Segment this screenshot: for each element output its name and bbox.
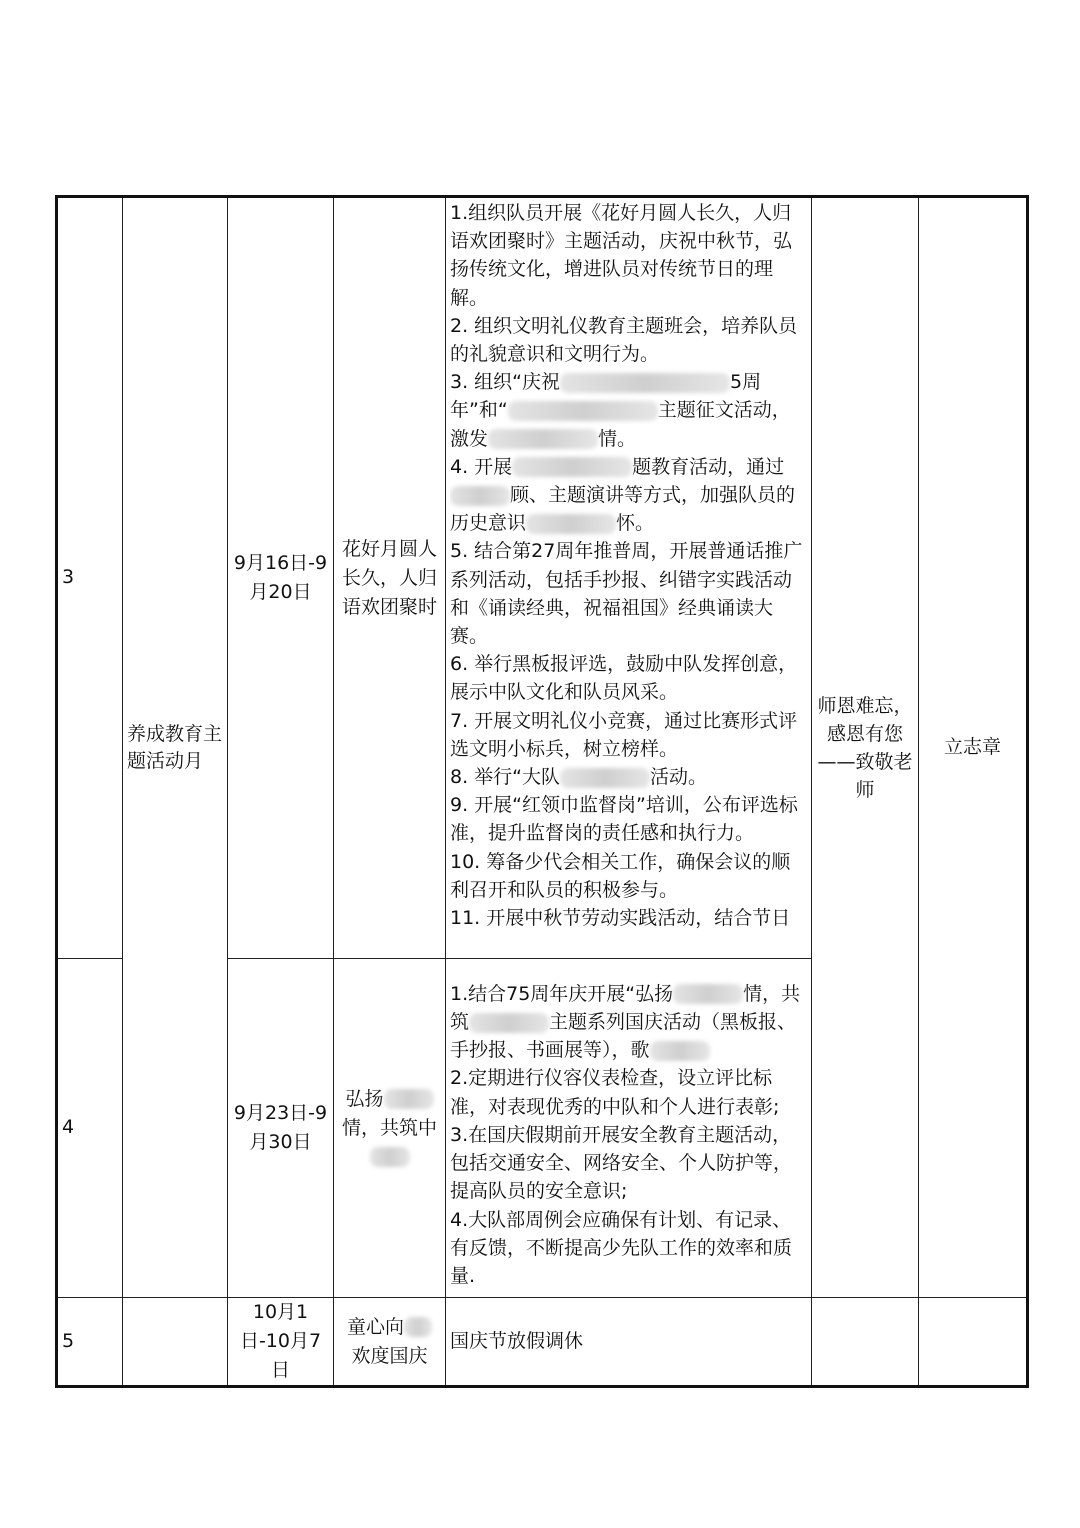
content-item: 4.大队部周例会应确保有计划、有记录、有反馈，不断提高少先队工作的效率和质量. xyxy=(450,1208,793,1287)
activity-content xyxy=(446,959,812,1298)
content-item: 2. 组织文明礼仪教育主题班会，培养队员的礼貌意识和文明行为。 xyxy=(450,314,798,366)
redacted-text xyxy=(526,514,616,534)
date-range: 10月1日-10月7日 xyxy=(228,1298,334,1387)
content-item: 6. 举行黑板报评选，鼓励中队发挥创意，展示中队文化和队员风采。 xyxy=(450,653,798,704)
table-row xyxy=(57,1298,1028,1387)
redacted-text xyxy=(650,1041,710,1061)
redacted-text xyxy=(560,373,730,393)
motto-cell: 师恩难忘，感恩有您——致敬老师 xyxy=(812,197,919,1298)
table-row xyxy=(57,197,1028,959)
date-range: 9月23日-9月30日 xyxy=(228,959,334,1298)
content-item: 8. 举行“大队 活动。 xyxy=(450,766,708,789)
row-number: 3 xyxy=(57,197,123,959)
redacted-text xyxy=(404,1317,432,1337)
redacted-text xyxy=(370,1147,410,1167)
row-number: 5 xyxy=(57,1298,123,1387)
activity-title: 花好月圆人长久，人归语欢团聚时 xyxy=(334,197,446,959)
redacted-text xyxy=(508,401,658,421)
activity-content xyxy=(446,197,812,959)
redacted-text xyxy=(450,486,510,506)
content-item: 9. 开展“红领巾监督岗”培训，公布评选标准，提升监督岗的责任感和执行力。 xyxy=(450,794,798,845)
redacted-text xyxy=(384,1089,434,1109)
badge-cell xyxy=(919,1298,1028,1387)
activity-content: 国庆节放假调休 xyxy=(446,1298,812,1387)
redacted-text xyxy=(488,429,598,449)
content-item: 3. 组织“庆祝 5周年”和“ 主题征文活动，激发 情。 xyxy=(450,371,791,450)
row-number: 4 xyxy=(57,959,123,1298)
redacted-text xyxy=(560,768,650,788)
content-item: 2.定期进行仪容仪表检查，设立评比标准，对表现优秀的中队和个人进行表彰; xyxy=(450,1067,780,1118)
badge-cell: 立志章 xyxy=(919,197,1028,1298)
theme-cell: 养成教育主题活动月 xyxy=(123,197,228,1298)
content-item: 1.组织队员开展《花好月圆人长久，人归语欢团聚时》主题活动，庆祝中秋节，弘扬传统文化，增进队员对传统节日的理解。 xyxy=(450,202,793,309)
content-item: 1.结合75周年庆开展“弘扬 情，共筑 主题系列国庆活动（黑板报、手抄报、书画展等），歌 xyxy=(450,982,801,1062)
content-item: 11. 开展中秋节劳动实践活动，结合节日 xyxy=(450,907,791,930)
redacted-text xyxy=(673,984,743,1004)
activity-plan-table xyxy=(55,195,1029,1388)
theme-cell xyxy=(123,1298,228,1387)
activity-title: 童心向 欢度国庆 xyxy=(334,1298,446,1387)
date-range: 9月16日-9月20日 xyxy=(228,197,334,959)
content-item: 10. 筹备少代会相关工作，确保会议的顺利召开和队员的积极参与。 xyxy=(450,850,791,901)
activity-title: 弘扬 情，共筑中 xyxy=(334,959,446,1298)
redacted-text xyxy=(469,1013,549,1033)
content-item: 5. 结合第27周年推普周，开展普通话推广系列活动，包括手抄报、纠错字实践活动和《诵读经典，祝福祖国》经典诵读大赛。 xyxy=(450,540,803,648)
content-item: 7. 开展文明礼仪小竞赛，通过比赛形式评选文明小标兵，树立榜样。 xyxy=(450,709,798,760)
redacted-text xyxy=(512,457,632,477)
content-item: 4. 开展 题教育活动，通过顾、主题演讲等方式，加强队员的历史意识 怀。 xyxy=(450,455,796,535)
motto-cell xyxy=(812,1298,919,1387)
content-item: 3.在国庆假期前开展安全教育主题活动，包括交通安全、网络安全、个人防护等，提高队员的安全意识; xyxy=(450,1123,793,1203)
